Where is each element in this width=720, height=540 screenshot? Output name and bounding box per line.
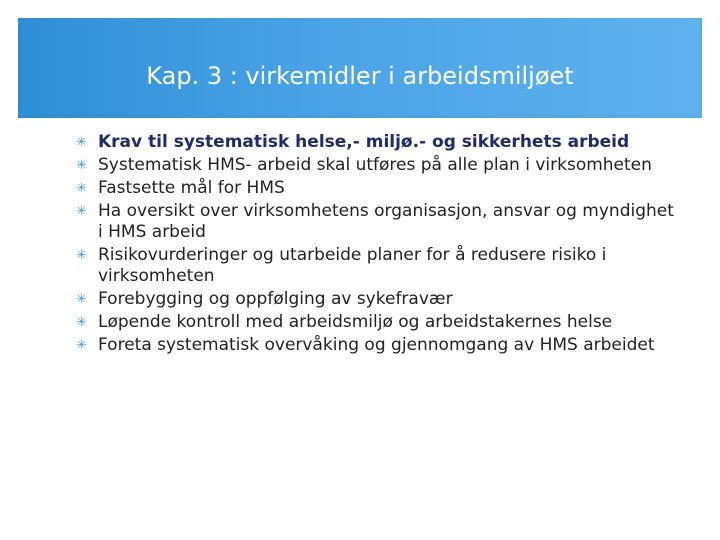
list-item	[76, 335, 676, 356]
asterisk-bullet-icon: ✳	[76, 315, 87, 330]
bullet-text: Systematisk HMS- arbeid skal utføres på alle plan i virksomheten	[98, 155, 652, 175]
bullet-text: Forebygging og oppfølging av sykefravær	[98, 289, 453, 309]
bullet-text: Løpende kontroll med arbeidsmiljø og arbeidstakernes helse	[98, 312, 613, 332]
bullet-text: Ha oversikt over virksomhetens organisasjon, ansvar og myndighet i HMS arbeid	[98, 201, 674, 242]
list-item	[76, 155, 676, 176]
asterisk-bullet-icon: ✳	[76, 204, 87, 219]
list-item	[76, 289, 676, 310]
list-item	[76, 201, 676, 243]
list-item	[76, 132, 676, 153]
asterisk-bullet-icon: ✳	[76, 135, 87, 150]
list-item	[76, 178, 676, 199]
asterisk-bullet-icon: ✳	[76, 181, 87, 196]
asterisk-bullet-icon: ✳	[76, 338, 87, 353]
bullet-text: Foreta systematisk overvåking og gjennomgang av HMS arbeidet	[98, 335, 655, 355]
bullet-text: Fastsette mål for HMS	[98, 178, 285, 198]
bullet-list	[76, 132, 676, 358]
asterisk-bullet-icon: ✳	[76, 248, 87, 263]
title-banner	[18, 18, 702, 118]
list-item	[76, 312, 676, 333]
asterisk-bullet-icon: ✳	[76, 292, 87, 307]
asterisk-bullet-icon: ✳	[76, 158, 87, 173]
bullet-text: Krav til systematisk helse,- miljø.- og sikkerhets arbeid	[98, 132, 630, 152]
slide-title: Kap. 3 : virkemidler i arbeidsmiljøet	[146, 62, 574, 90]
list-item	[76, 245, 676, 287]
bullet-text: Risikovurderinger og utarbeide planer for å redusere risiko i virksomheten	[98, 245, 607, 286]
